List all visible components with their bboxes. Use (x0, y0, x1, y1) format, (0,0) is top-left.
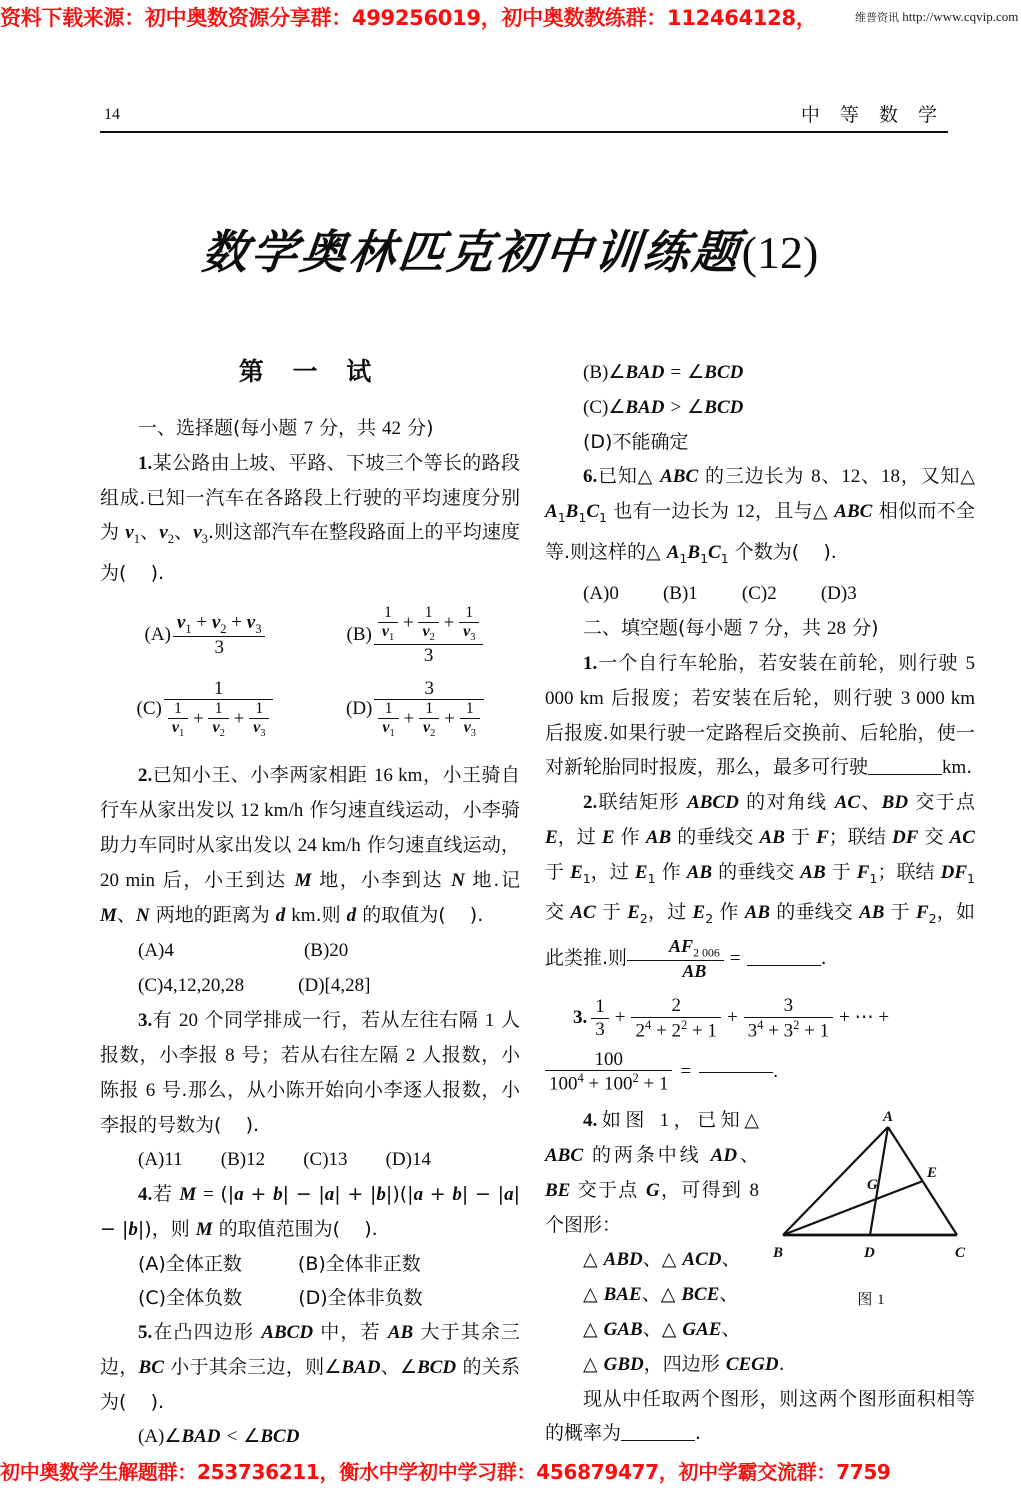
left-column (100, 355, 520, 1454)
question-4-option-d: (D)全体非负数 (298, 1287, 423, 1310)
question-3-text: 3.有 20 个同学排成一行，若从左往右隔 1 人报数，小李报 8 号；若从右往左隔 2 人报数，小陈报 6 号.那么，从小陈开始向小李逐人报数，小李报的号数为( ). (100, 1009, 520, 1137)
fill-in-4-shapes-line-1: △ ABD、△ ACD、 (583, 1247, 741, 1270)
question-6-option-d: (D)3 (820, 582, 857, 604)
question-4-option-c: (C)全体负数 (138, 1287, 243, 1310)
fill-in-1-answer-blank (868, 774, 942, 775)
question-6-option-b: (B)1 (662, 582, 698, 604)
right-column (545, 355, 975, 1450)
document-title-main: 数学奥林匹克初中训练题 (199, 225, 745, 279)
bottom-watermark-banner: 初中奥数学生解题群：253736211，衡水中学初中学习群：456879477，初中学霸交流群：7759 (0, 1461, 891, 1484)
svg-text:E: E (927, 1164, 938, 1181)
question-2-option-d: (D)[4,28] (298, 975, 371, 997)
question-5-option-d: (D)不能确定 (583, 431, 689, 453)
figure-1-caption: 图 1 (857, 1289, 885, 1308)
cqvip-chinese-label: 维普资讯 (855, 11, 899, 24)
journal-title: 中 等 数 学 (800, 104, 944, 126)
fill-in-4-tail-text: 现从中任取两个图形，则这两个图形面积相等的概率为 . (545, 1387, 975, 1444)
question-2-option-a: (A)4 (138, 940, 174, 962)
fill-in-3-expression-line-2: $\frac{100}{100^4 + 100^2 + 1}$ = . (545, 1049, 975, 1095)
fill-in-4-shapes-line-4: △ GBD，四边形 CEGD. (583, 1352, 785, 1375)
question-2-options-row-2 (100, 968, 520, 1003)
question-3-option-a: (A)11 (138, 1149, 183, 1171)
question-4-options-row-2 (100, 1281, 520, 1315)
question-4-text: 4.若 M = (|a + b| − |a| + |b|)(|a + b| − |a| − |b|)，则 M 的取值范围为( ). (100, 1183, 520, 1241)
svg-text:D: D (864, 1244, 875, 1261)
section-heading-first-test: 第 一 试 (238, 357, 382, 386)
question-6-text: 6.已知△ ABC 的三边长为 8、12、18，又知△ $A_1B_1C_1$ 也有一边长为 12，且与△ ABC 相似而不全等.则这样的△ $A_1B_1C_1$ 个数为( ). (545, 465, 975, 566)
question-2-options-row-1 (100, 933, 520, 968)
question-1-text: 1.某公路由上坡、平路、下坡三个等长的路段组成.已知一汽车在各路段上行驶的平均速度分别为 $v_1$、$v_2$、$v_3$.则这部汽车在整段路面上的平均速度为( ). (100, 452, 520, 584)
question-6-options (545, 576, 975, 611)
question-3-option-d: (D)14 (385, 1149, 431, 1171)
fill-in-1-text: 1.一个自行车轮胎，若安装在前轮，则行驶 5 000 km 后报废；若安装在后轮，则行驶 3 000 km 后报废.如果行驶一定路程后交换前、后轮胎，使一对新轮胎同时报废，那么，最多可行驶 km. (545, 651, 975, 778)
fill-in-4-answer-blank (621, 1440, 695, 1441)
question-5-option-b: (B)∠BAD = ∠BCD (583, 361, 744, 383)
question-5-text: 5.在凸四边形 ABCD 中，若 AB 大于其余三边，BC 小于其余三边，则∠BAD、∠BCD 的关系为( ). (100, 1321, 520, 1414)
question-2-option-c: (C)4,12,20,28 (138, 975, 245, 997)
document-title-number: (12) (741, 227, 818, 278)
part-two-heading: 二、填空题(每小题 7 分，共 28 分) (583, 616, 879, 639)
top-watermark-banner: 资料下载来源：初中奥数资源分享群：499256019，初中奥数教练群：112464128， (0, 6, 817, 30)
question-6-option-a: (A)0 (583, 582, 619, 604)
question-3-option-c: (C)13 (303, 1149, 348, 1171)
svg-text:G: G (867, 1176, 878, 1193)
question-6-option-c: (C)2 (741, 582, 777, 604)
fill-in-2-text: 2.联结矩形 ABCD 的对角线 AC、BD 交于点 E，过 E 作 AB 的垂线交 AB 于 F；联结 DF 交 AC 于 $E_1$，过 $E_1$ 作 AB 的垂线交 AB 于 $F_1$；联结 $DF_1$ 交 AC 于 $E_2$，过 $E_2$ 作 AB 的垂线交 AB 于 $F_2$，如此类推.则 $\frac{AF_{2 006}}{AB}$ = . (545, 790, 975, 982)
question-4-options-row-1 (100, 1247, 520, 1281)
question-2-text: 2.已知小王、小李两家相距 16 km，小王骑自行车从家出发以 12 km/h 作匀速直线运动，小李骑助力车同时从家出发以 24 km/h 作匀速直线运动，20 min 后，小王到达 M 地，小李到达 N 地.记 M、N 两地的距离为 d km.则 d 的取值为( ). (100, 764, 520, 927)
cqvip-watermark (855, 9, 1018, 25)
question-1-option-d: (D) 3 $\frac{1}{v_1}$ + $\frac{1}{v_2}$ + $\frac{1}{v_3}$ (310, 678, 520, 740)
question-5-option-c: (C)∠BAD > ∠BCD (583, 396, 744, 418)
figure-1-triangle-medians (771, 1107, 971, 1269)
fill-in-3-expression-line-1: 3. $\frac{1}{3}$ + $\frac{2}{2^4 + 2^2 + 1}$ + $\frac{3}{3^4 + 3^2 + 1}$ + ⋯ + (573, 995, 890, 1041)
figure-1 (767, 1107, 975, 1317)
fill-in-3-answer-blank (699, 1072, 773, 1073)
svg-text:B: B (773, 1244, 784, 1261)
cqvip-url: http://www.cqvip.com (902, 9, 1019, 24)
question-3-options (100, 1142, 520, 1177)
question-4-option-a: (A)全体正数 (138, 1253, 242, 1276)
question-3-option-b: (B)12 (220, 1149, 266, 1171)
svg-text:A: A (883, 1108, 894, 1125)
page-header (104, 100, 944, 130)
question-1-options-row-2 (100, 678, 520, 740)
svg-text:C: C (955, 1244, 966, 1261)
question-5-option-a: (A)∠BAD < ∠BCD (138, 1425, 300, 1448)
question-1-options-row-1 (100, 604, 520, 666)
question-1-option-b: (B) $\frac{1}{v_1}$ + $\frac{1}{v_2}$ + $\frac{1}{v_3}$ 3 (310, 604, 520, 666)
fill-in-4-shapes-line-3: △ GAB、△ GAE、 (583, 1317, 741, 1340)
question-2-option-b: (B)20 (303, 940, 349, 962)
header-rule-divider (100, 131, 948, 133)
part-one-heading: 一、选择题(每小题 7 分，共 42 分) (138, 417, 434, 439)
question-1-option-c: (C) 1 $\frac{1}{v_1}$ + $\frac{1}{v_2}$ + $\frac{1}{v_3}$ (100, 678, 310, 740)
fill-in-4-shapes-line-2: △ BAE、△ BCE、 (583, 1282, 739, 1305)
question-1-option-a: (A) $\frac{v_1 + v_2 + v_3}{3}$ (100, 604, 310, 666)
fill-in-2-answer-blank (747, 965, 821, 966)
fill-in-4-lead-text: 4.如图 1，已知△ ABC 的两条中线 AD、BE 交于点 G，可得到 8 个图形： (545, 1108, 759, 1236)
question-4-option-b: (B)全体非正数 (297, 1253, 421, 1276)
document-title (0, 216, 1021, 282)
page-number: 14 (104, 106, 120, 123)
